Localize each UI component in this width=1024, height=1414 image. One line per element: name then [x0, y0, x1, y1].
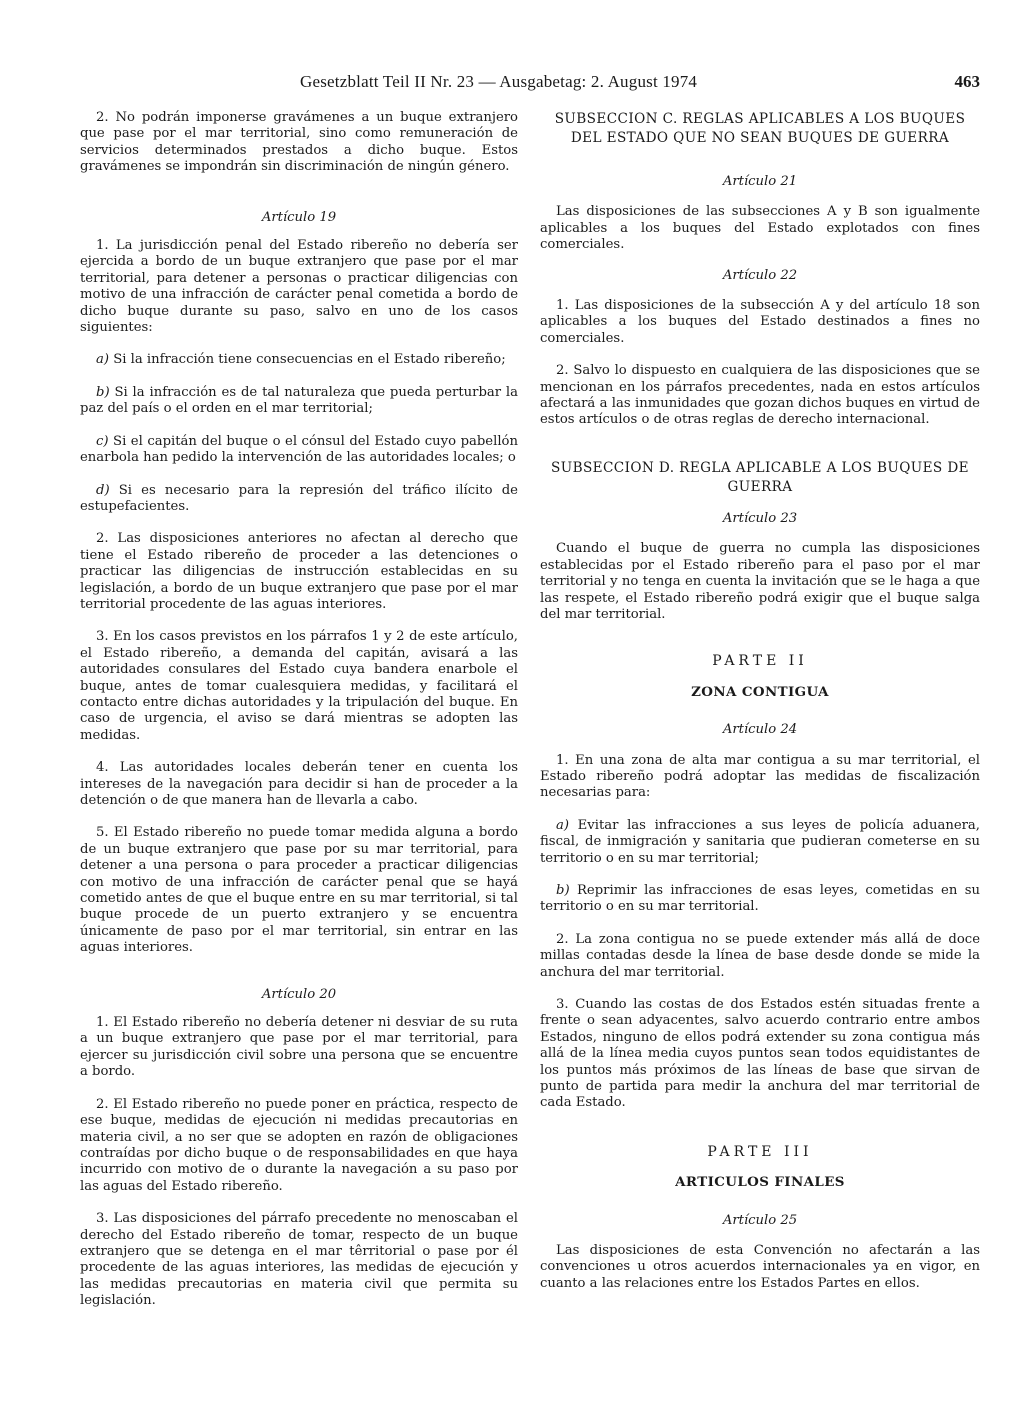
- gazette-title: Gesetzblatt Teil II Nr. 23 — Ausgabetag: 2. August 1974: [300, 72, 698, 91]
- article-22-heading: Artículo 22: [722, 267, 798, 283]
- paragraph-23: Cuando el buque de guerra no cumpla las disposiciones establecidas por el Estado ribereño para el paso por el mar territorial y no tenga en cuenta la invitación que se le haga a que las respete, el Estado ribereño podrá exigir que el buque salga del mar territorial.: [540, 541, 980, 622]
- subsection-d-heading: SUBSECCION D. REGLA APLICABLE A LOS BUQUES DE GUERRA: [551, 459, 969, 495]
- item-24-b: b) Reprimir las infracciones de esas leyes, cometidas en su territorio o en su mar territorial.: [540, 882, 980, 915]
- paragraph-25: Las disposiciones de esta Convención no afectarán a las convenciones u otros acuerdos internacionales ya en vigor, en cuanto a las relaciones entre los Estados Partes en ellos.: [540, 1243, 980, 1291]
- item-19-c: c) Si el capitán del buque o el cónsul del Estado cuyo pabellón enarbola han pedido la intervención de las autoridades locales; o: [80, 433, 518, 466]
- paragraph-19-4: 4. Las autoridades locales deberán tener en cuenta los intereses de la navegación para decidir si han de proceder a la detención o de que manera han de llevarla a cabo.: [80, 760, 518, 808]
- article-19-heading: Artículo 19: [261, 209, 337, 225]
- paragraph-24-1: 1. En una zona de alta mar contigua a su mar territorial, el Estado ribereño podrá adoptar las medidas de fiscalización necesarias para:: [540, 752, 980, 801]
- part-2-title: ZONA CONTIGUA: [691, 683, 829, 700]
- paragraph-22-1: 1. Las disposiciones de la subsección A y del artículo 18 son aplicables a los buques del Estado destinados a fines no comerciales.: [540, 298, 980, 346]
- article-21-heading: Artículo 21: [722, 174, 798, 189]
- part-3-heading: PARTE III: [707, 1143, 813, 1160]
- paragraph-24-3: 3. Cuando las costas de dos Estados estén situadas frente a frente o sean adyacentes, salvo acuerdo contrario entre ambos Estados, ninguno de ellos podrá extender su zona contigua más allá de la línea media cuyos puntos sean todos equidistantes de los puntos más próximos de las líneas de base que sirvan de punto de partida para medir la anchura del mar territorial de cada Estado.: [540, 997, 980, 1111]
- article-20-heading: Artículo 20: [261, 986, 337, 1002]
- article-25-heading: Artículo 25: [722, 1212, 798, 1228]
- paragraph-22-2: 2. Salvo lo dispuesto en cualquiera de las disposiciones que se mencionan en los párrafos precedentes, nada en estos artículos afectará a las inmunidades que gozan dichos buques en virtud de estos artículos o de otras reglas de derecho internacional.: [540, 363, 980, 428]
- paragraph-24-2: 2. La zona contigua no se puede extender más allá de doce millas contadas desde la línea de base desde donde se mide la anchura del mar territorial.: [540, 931, 980, 980]
- subsection-c-heading: SUBSECCION C. REGLAS APLICABLES A LOS BUQUES DEL ESTADO QUE NO SEAN BUQUES DE GUERRA: [554, 111, 966, 146]
- right-column: [540, 110, 980, 1292]
- paragraph-19-5: 5. El Estado ribereño no puede tomar medida alguna a bordo de un buque extranjero que pase por su mar territorial, para detener a una persona o para proceder a practicar diligencias con motivo de una infracción de carácter penal que se hayá cometido antes de que el buque entre en su mar territorial, si tal buque procede de un puerto extranjero y se encuentra únicamente de paso por el mar territorial, sin entrar en las aguas interiores.: [80, 825, 518, 956]
- item-19-a: a) Si la infracción tiene consecuencias en el Estado ribereño;: [96, 352, 506, 368]
- paragraph-18-2: 2. No podrán imponerse gravámenes a un buque extranjero que pase por el mar territorial, sino como remuneración de servicios determinados prestados a dicho buque. Estos gravámenes se impondrán sin discriminación de ningún género.: [80, 110, 518, 175]
- page-number: 463: [954, 72, 980, 91]
- article-24-heading: Artículo 24: [722, 722, 798, 738]
- paragraph-19-1: 1. La jurisdicción penal del Estado ribereño no debería ser ejercida a bordo de un buque extranjero que pase por el mar territorial, para detener a personas o practicar diligencias con motivo de una infracción de carácter penal cometida a bordo de dicho buque durante su paso, salvo en uno de los casos siguientes:: [80, 238, 518, 336]
- left-column: [80, 110, 518, 1310]
- paragraph-19-2: 2. Las disposiciones anteriores no afectan al derecho que tiene el Estado ribereño de proceder a las detenciones o practicar las diligencias de instrucción establecidas en su legislación, a bordo de un buque extranjero que pase por el mar territorial procedente de las aguas interiores.: [80, 531, 518, 612]
- item-19-d: d) Si es necesario para la represión del tráfico ilícito de estupefacientes.: [80, 482, 518, 514]
- article-23-heading: Artículo 23: [722, 510, 798, 526]
- paragraph-21: Las disposiciones de las subsecciones A y B son igualmente aplicables a los buques del Estado explotados con fines comerciales.: [540, 204, 980, 253]
- paragraph-19-3: 3. En los casos previstos en los párrafos 1 y 2 de este artículo, el Estado ribereño, a demanda del capitán, avisará a las autoridades consulares del Estado cuya bandera enarbole el buque, antes de tomar cualesquiera medidas, y facilitará el contacto entre dichas autoridades y la tripulación del buque. En caso de urgencia, el aviso se dará mientras se adopten las medidas.: [80, 629, 518, 743]
- paragraph-20-2: 2. El Estado ribereño no puede poner en práctica, respecto de ese buque, medidas de ejecución ni medidas precautorias en materia civil, a no ser que se adopten en razón de obligaciones contraídas por dicho buque o de responsabilidades en que haya incurrido con motivo de o durante la navegación a su paso por las aguas del Estado ribereño.: [80, 1096, 518, 1194]
- item-24-a: a) Evitar las infracciones a sus leyes de policía aduanera, fiscal, de inmigración y sanitaria que pudieran cometerse en su territorio o en su mar territorial;: [540, 817, 980, 866]
- part-2-heading: PARTE II: [712, 653, 808, 670]
- paragraph-20-1: 1. El Estado ribereño no debería detener ni desviar de su ruta a un buque extranjero que pase por el mar territorial, para ejercer su jurisdicción civil sobre una persona que se encuentre a bordo.: [80, 1015, 518, 1080]
- part-3-title: ARTICULOS FINALES: [675, 1174, 845, 1191]
- item-19-b: b) Si la infracción es de tal naturaleza que pueda perturbar la paz del país o el orden en el mar territorial;: [80, 384, 518, 417]
- page-header: [300, 72, 980, 96]
- paragraph-20-3: 3. Las disposiciones del párrafo precedente no menoscaban el derecho del Estado ribereño de tomar, respecto de un buque extranjero que se detenga en el mar têrritorial o pase por él procedente de las aguas interiores, las medidas de ejecución y las medidas precautorias en materia civil que permita su legislación.: [80, 1211, 518, 1309]
